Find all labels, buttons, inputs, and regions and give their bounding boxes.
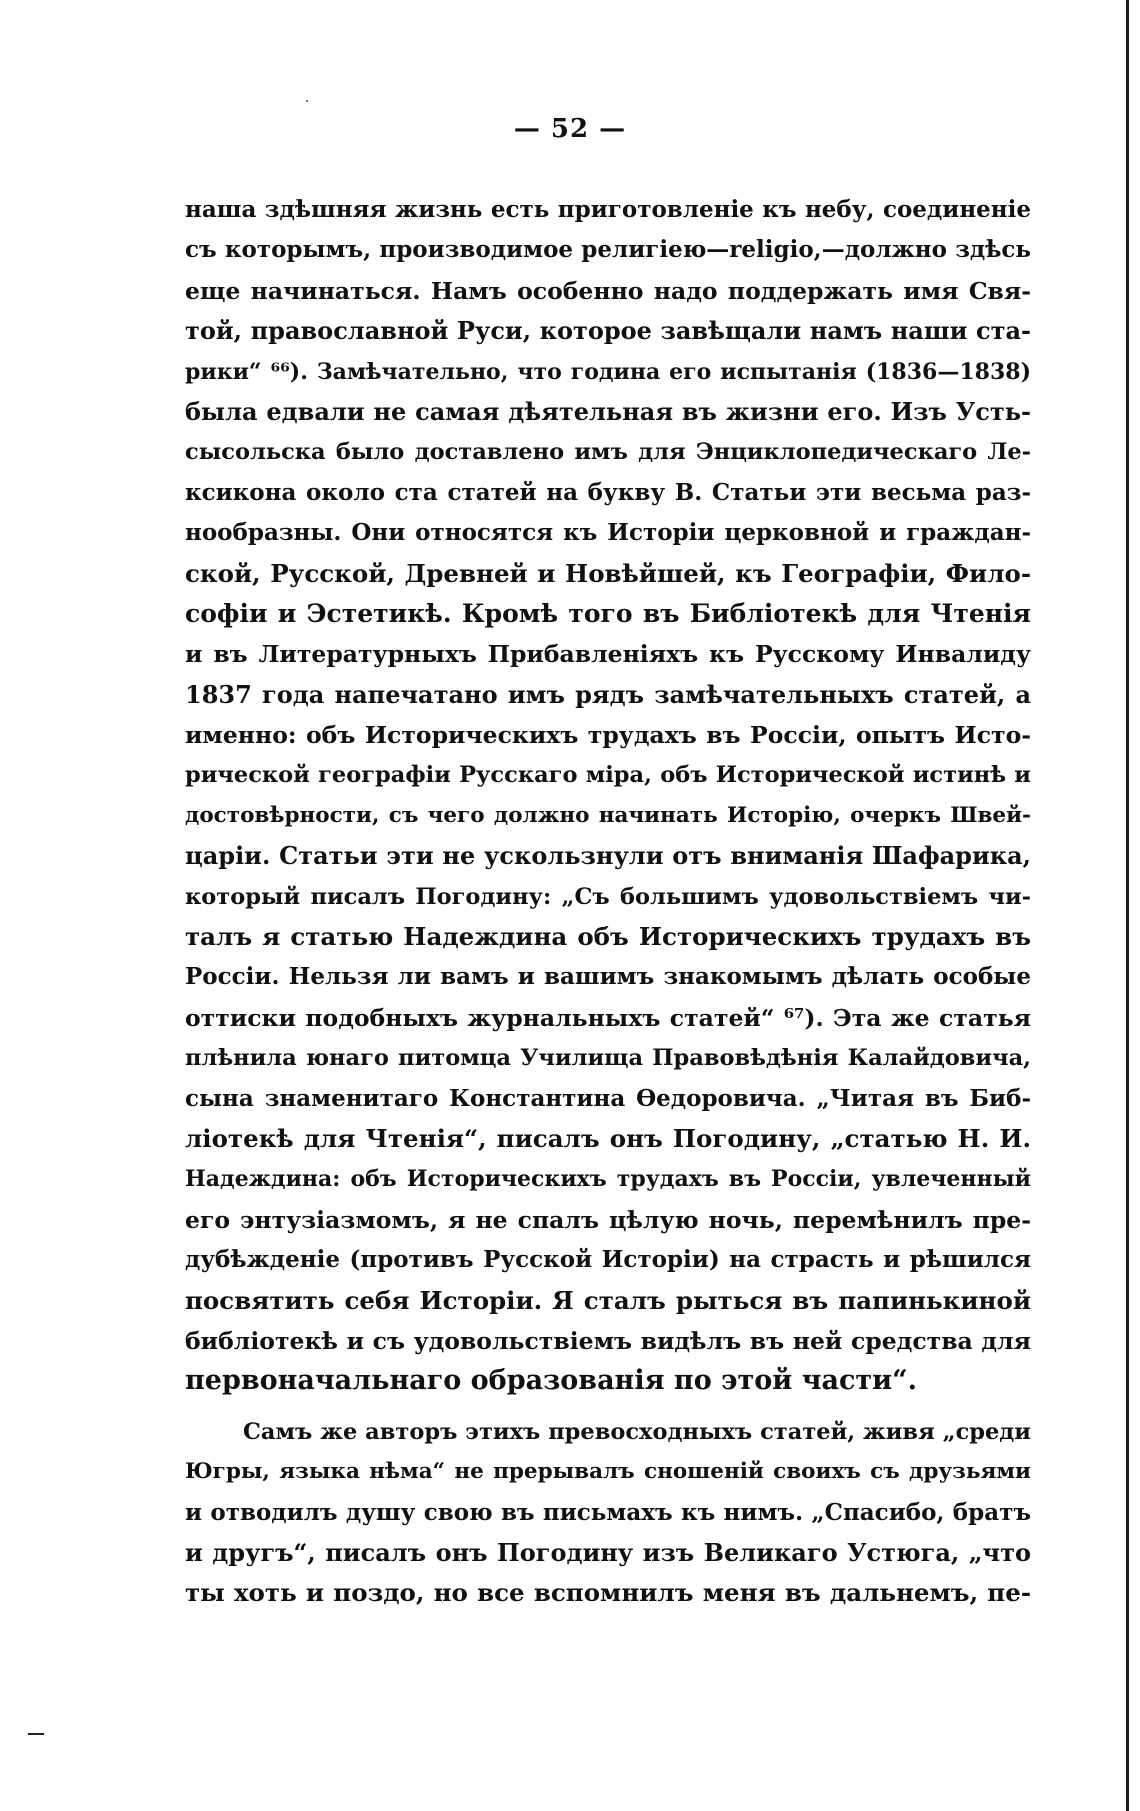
- paragraph-1: [185, 190, 1031, 1402]
- text-line: рики“ ⁶⁶). Замѣчательно, что година его испытанія (1836—1838): [185, 358, 1031, 385]
- text-line: была едвали не самая дѣятельная въ жизни его. Изъ Усть-: [185, 396, 1031, 426]
- text-line: оттиски подобныхъ журнальныхъ статей“ ⁶⁷). Эта же статья: [185, 1003, 1031, 1032]
- text-line: и другъ“, писалъ онъ Погодину изъ Великаго Устюга, „что: [185, 1537, 1031, 1567]
- text-line: посвятить себя Исторіи. Я сталъ рыться въ папинькиной: [185, 1285, 1031, 1315]
- margin-mark: [28, 1733, 44, 1735]
- text-line: Надеждина: объ Историческихъ трудахъ въ Россіи, увлеченный: [185, 1166, 1031, 1193]
- page-number: — 52 —: [513, 114, 627, 144]
- text-line: нообразны. Они относятся къ Исторіи церковной и граждан-: [185, 519, 1031, 547]
- scan-speck: [306, 100, 308, 102]
- text-line: 1837 года напечатано имъ рядъ замѣчательныхъ статей, а: [185, 679, 1031, 709]
- text-line: царіи. Статьи эти не ускользнули отъ вниманія Шафарика,: [185, 841, 1031, 871]
- text-line: съ которымъ, производимое религіею—religio,—должно здѣсь: [185, 236, 1031, 264]
- text-line: библіотекѣ и съ удовольствіемъ видѣлъ въ ней средства для: [185, 1326, 1031, 1355]
- text-line: Югры, языка нѣма“ не прерывалъ сношеній своихъ съ друзьями: [185, 1459, 1031, 1485]
- paragraph-2: [185, 1412, 1031, 1614]
- text-line: ліотекѣ для Чтенія“, писалъ онъ Погодину, „статью Н. И.: [185, 1123, 1031, 1153]
- text-line: Самъ же авторъ этихъ превосходныхъ статей, живя „среди: [243, 1418, 1031, 1445]
- page-text: [185, 190, 1031, 1614]
- text-line: плѣнила юнаго питомца Училища Правовѣдѣнія Калайдовича,: [185, 1045, 1031, 1072]
- text-line: и въ Литературныхъ Прибавленіяхъ къ Русскому Инвалиду: [185, 640, 1031, 669]
- text-line: первоначальнаго образованія по этой части“.: [185, 1365, 918, 1397]
- text-line: достовѣрности, съ чего должно начинать Исторію, очеркъ Швей-: [185, 802, 1031, 828]
- text-line: той, православной Руси, которое завѣщали намъ наши ста-: [185, 316, 1031, 346]
- text-line: сысольска было доставлено имъ для Энциклопедическаго Ле-: [185, 439, 1031, 466]
- text-line: именно: объ Историческихъ трудахъ въ Россіи, опытъ Исто-: [185, 721, 1031, 750]
- text-line: его энтузіазмомъ, я не спалъ цѣлую ночь, перемѣнилъ пре-: [185, 1205, 1031, 1234]
- text-line: рической географіи Русскаго міра, объ Исторической истинѣ и: [185, 762, 1031, 789]
- text-line: софіи и Эстетикѣ. Кромѣ того въ Библіотекѣ для Чтенія: [185, 598, 1031, 628]
- text-line: сына знаменитаго Константина Ѳедоровича. „Читая въ Биб-: [185, 1084, 1031, 1112]
- text-line: ской, Русской, Древней и Новѣйшей, къ Географіи, Фило-: [185, 558, 1031, 588]
- text-line: наша здѣшняя жизнь есть приготовленіе къ небу, соединеніе: [185, 196, 1031, 223]
- text-line: дубѣжденіе (противъ Русской Исторіи) на страсть и рѣшился: [185, 1246, 1031, 1274]
- text-line: Россіи. Нельзя ли вамъ и вашимъ знакомымъ дѣлать особые: [185, 963, 1031, 991]
- page-edge-shadow: [1126, 0, 1129, 1811]
- text-line: ксикона около ста статей на букву В. Статьи эти весьма раз-: [185, 478, 1031, 506]
- text-line: ты хоть и поздо, но все вспомнилъ меня въ дальнемъ, пе-: [185, 1578, 1031, 1608]
- text-line: и отводилъ душу свою въ письмахъ къ нимъ. „Спасибо, братъ: [185, 1498, 1031, 1526]
- text-line: еще начинаться. Намъ особенно надо поддержать имя Свя-: [185, 276, 1031, 305]
- text-line: который писалъ Погодину: „Съ большимъ удовольствіемъ чи-: [185, 883, 1031, 910]
- text-line: талъ я статью Надеждина объ Историческихъ трудахъ въ: [185, 922, 1031, 952]
